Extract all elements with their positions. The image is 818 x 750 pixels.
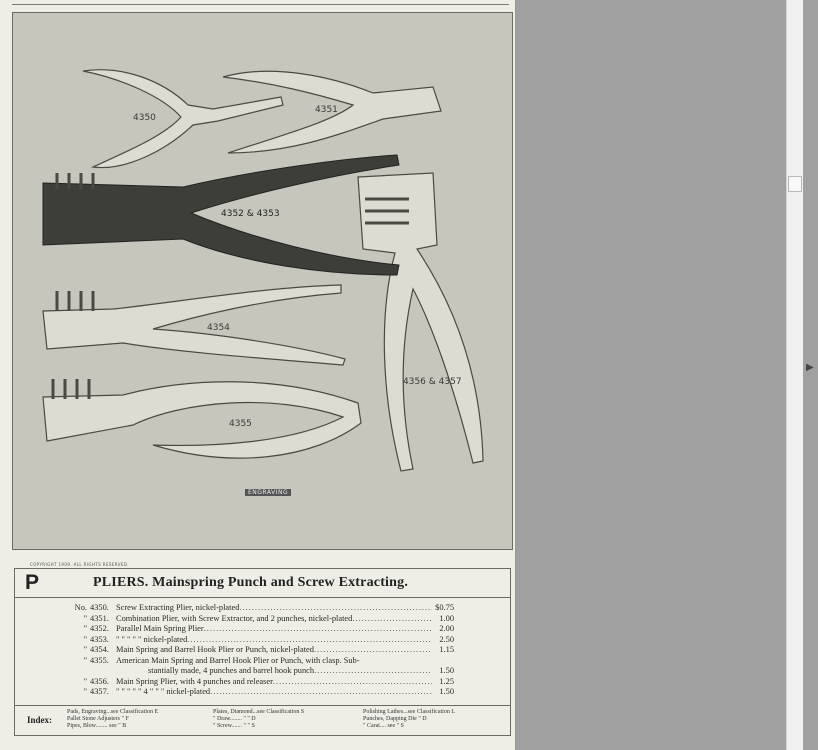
row-prefix: " [83, 634, 87, 644]
classification-letter: P [25, 571, 40, 594]
item-price: 1.00 [439, 613, 454, 623]
item-description: " " " " " 4 " " " nickel-plated [116, 687, 211, 696]
index-column-2 [213, 709, 304, 730]
item-description: Parallel Main Spring Plier [116, 624, 204, 633]
leader-dots [204, 624, 432, 635]
leader-dots [210, 687, 432, 698]
item-description: Screw Extracting Plier, nickel-plated [116, 603, 240, 612]
section-heading: PLIERS. Mainspring Punch and Screw Extracting. [93, 575, 409, 590]
index-entry: Plates, Diamond...see Classification S [213, 709, 305, 715]
plier-4350 [83, 70, 283, 168]
item-description: Combination Plier, with Screw Extractor, and 2 punches, nickel-plated [116, 613, 353, 623]
price-row-4355 [71, 656, 454, 667]
price-row-4355-cont [71, 666, 454, 677]
item-number: 4352. [90, 624, 109, 633]
vertical-scrollbar[interactable] [786, 0, 803, 750]
item-number: 4356. [90, 676, 109, 686]
index-entry: Punches, Dapping Die " D [363, 716, 427, 722]
price-row-4356 [71, 677, 454, 688]
label-4355: 4355 [229, 419, 252, 429]
row-prefix: " [83, 687, 87, 696]
index-entry: " Carat.... see " S [363, 723, 404, 729]
price-row-4351 [71, 614, 454, 625]
plier-4355 [43, 382, 361, 458]
pliers-drawing [13, 13, 512, 549]
index-entry: " Draw........ " " D [213, 716, 256, 722]
leader-dots [352, 614, 432, 625]
item-number: 4353. [90, 634, 109, 644]
item-description: stantially made, 4 punches and barrel hook punch [148, 666, 315, 675]
row-prefix: " [83, 613, 87, 623]
price-row-4350 [71, 603, 454, 614]
item-price: 1.25 [439, 676, 454, 686]
index-entry: " Screw....... " " S [213, 723, 255, 729]
item-description: " " " " " nickel-plated [116, 634, 188, 644]
label-4352-4353: 4352 & 4353 [221, 209, 280, 219]
item-number: 4357. [90, 687, 109, 696]
index-column-3 [363, 709, 455, 730]
index-rule [15, 705, 510, 706]
next-page-arrow-icon[interactable]: ▶ [806, 362, 814, 373]
item-number: 4355. [90, 655, 109, 665]
row-prefix: " [83, 624, 87, 633]
index-entry: Pallet Stone Adjusters " F [67, 716, 129, 722]
label-4351: 4351 [315, 105, 338, 115]
plier-4354 [43, 285, 345, 365]
index-entry: Pipes, Blow........ see " B [67, 723, 127, 729]
item-description: Main Spring Plier, with 4 punches and releaser [116, 676, 273, 686]
engraver-mark: ENGRAVING [245, 489, 291, 496]
item-price: 1.50 [439, 687, 454, 696]
plier-4356-4357 [358, 173, 483, 471]
price-list-box [14, 568, 511, 736]
index-label: Index: [27, 715, 53, 725]
price-row-4353 [71, 635, 454, 646]
item-price: 1.15 [439, 645, 454, 654]
price-row-4354 [71, 645, 454, 656]
item-price: $0.75 [435, 603, 454, 612]
item-number: 4350. [90, 603, 109, 612]
leader-dots [314, 666, 432, 677]
item-price [360, 656, 382, 667]
price-row-4352 [71, 624, 454, 635]
scrollbar-thumb[interactable] [788, 176, 802, 192]
row-prefix: " [83, 645, 87, 654]
index-entry: Pads, Engraving...see Classification E [67, 709, 159, 715]
index-column-1 [67, 709, 158, 730]
item-price: 2.00 [439, 624, 454, 633]
row-prefix [71, 666, 90, 677]
price-list [71, 603, 454, 698]
index-entry: Polishing Lathes...see Classification L [363, 709, 455, 715]
leader-dots [239, 603, 432, 614]
leader-dots [314, 645, 432, 656]
price-row-4357 [71, 687, 454, 698]
item-description: Main Spring and Barrel Hook Plier or Punch, nickel-plated [116, 645, 314, 654]
row-prefix: No. [74, 603, 87, 612]
leader-dots [187, 635, 432, 646]
heading-rule [15, 597, 510, 598]
label-4354: 4354 [207, 323, 230, 333]
item-price: 1.50 [439, 666, 454, 675]
label-4350: 4350 [133, 113, 156, 123]
leader-dots [273, 677, 432, 688]
item-number: 4351. [90, 613, 109, 623]
item-price: 2.50 [439, 634, 454, 644]
label-4356-4357: 4356 & 4357 [403, 377, 462, 387]
pliers-illustration [12, 12, 513, 550]
item-description: American Main Spring and Barrel Hook Plier or Punch, with clasp. Sub- [116, 655, 360, 665]
item-number: 4354. [90, 645, 109, 654]
page-top-rule [12, 4, 509, 5]
copyright-line: COPYRIGHT 1909. ALL RIGHTS RESERVED. [30, 562, 129, 567]
row-prefix: " [83, 676, 87, 686]
row-prefix: " [83, 655, 87, 665]
